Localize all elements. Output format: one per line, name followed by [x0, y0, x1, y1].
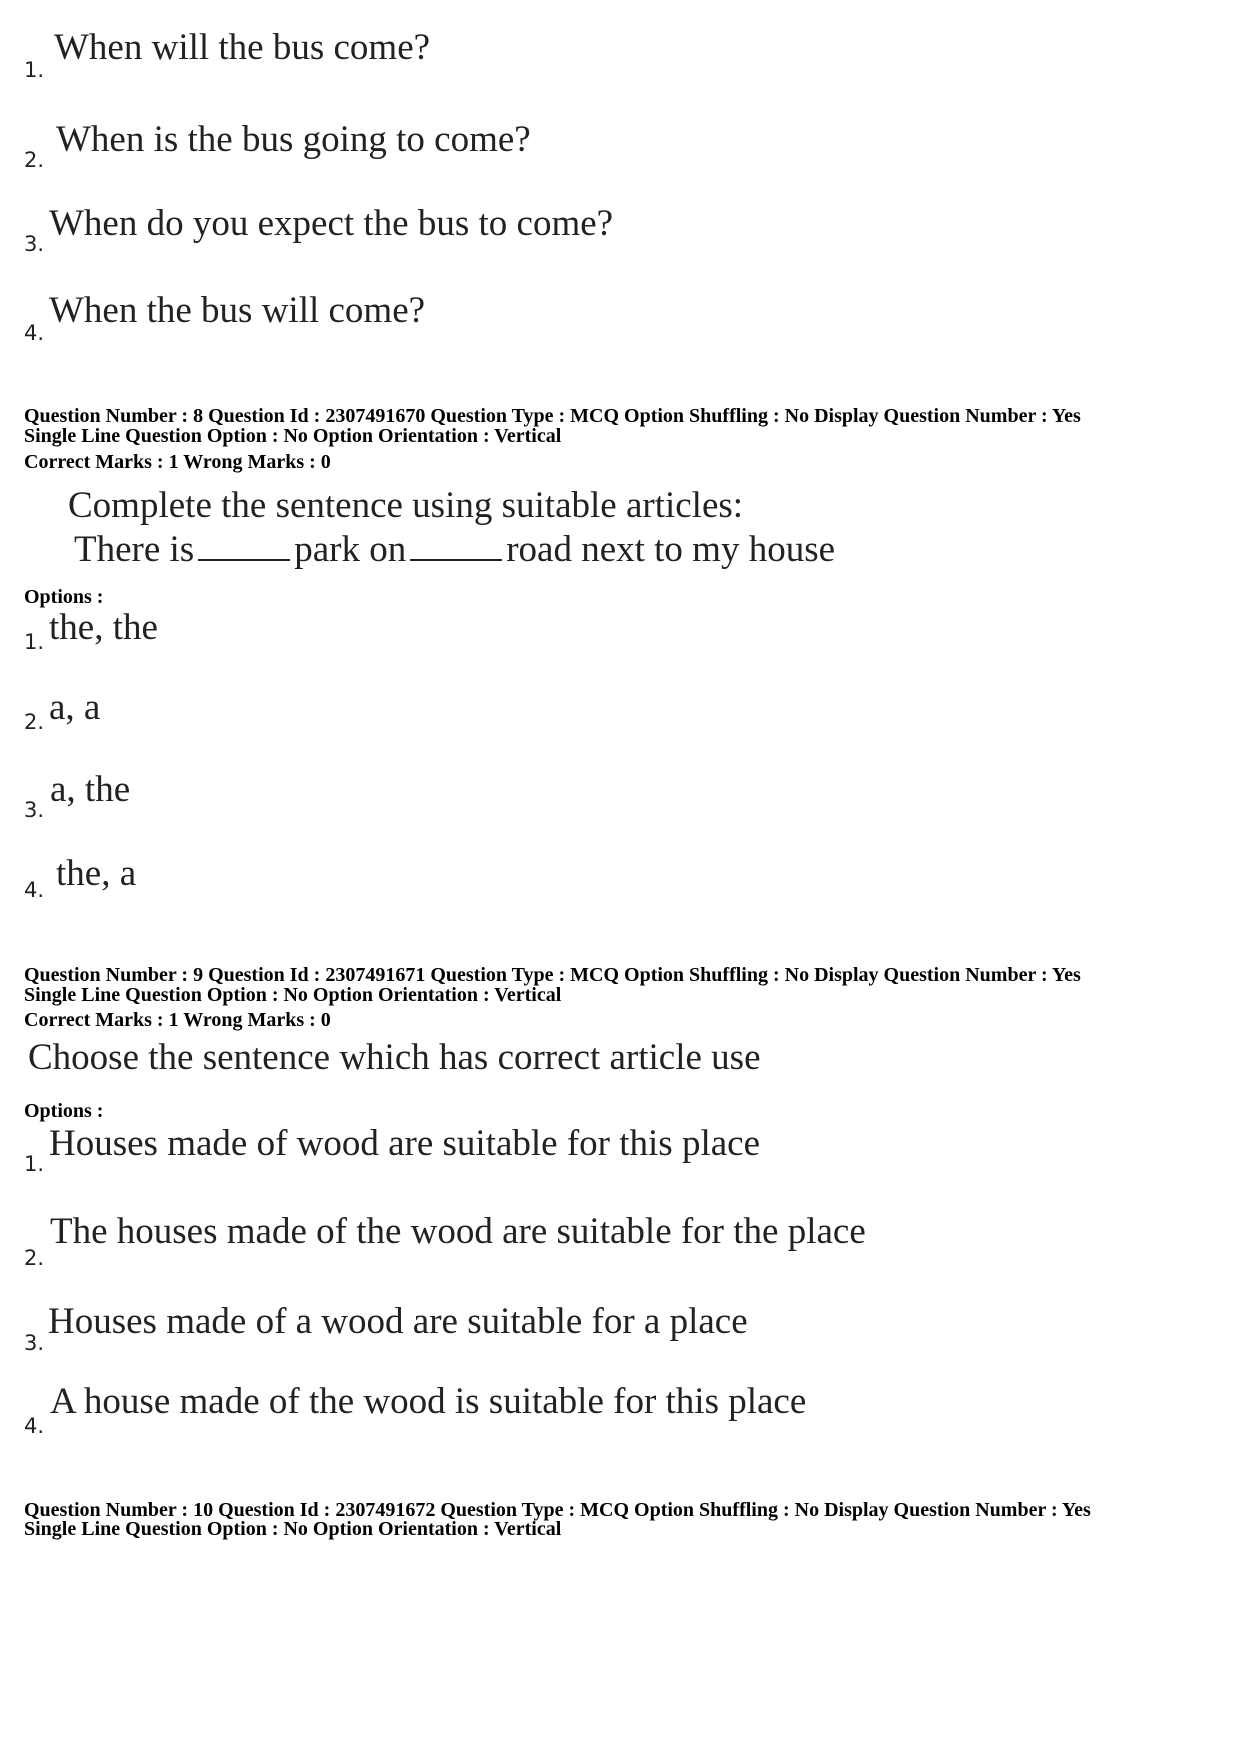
- option-text: the, the: [49, 607, 158, 648]
- option-number: 1.: [24, 58, 45, 82]
- q8-blank-2: [410, 529, 502, 561]
- option-text: Houses made of a wood are suitable for a place: [48, 1301, 748, 1342]
- option-number: 2.: [24, 710, 45, 734]
- option-number: 1.: [24, 630, 45, 654]
- q8-marks: Correct Marks : 1 Wrong Marks : 0: [24, 451, 331, 473]
- option-text: the, a: [56, 853, 137, 894]
- option-number: 2.: [24, 148, 45, 172]
- option-text: When is the bus going to come?: [56, 119, 531, 160]
- q8-sentence: [74, 528, 835, 571]
- option-number: 1.: [24, 1152, 45, 1176]
- q9-options-label: Options :: [24, 1100, 104, 1122]
- option-text: The houses made of the wood are suitable for the place: [50, 1211, 866, 1252]
- option-text: When the bus will come?: [49, 290, 426, 331]
- q9-marks: Correct Marks : 1 Wrong Marks : 0: [24, 1009, 331, 1031]
- q9-prompt: Choose the sentence which has correct article use: [28, 1037, 761, 1078]
- q8-sentence-part-c: road next to my house: [506, 529, 836, 570]
- option-number: 3.: [24, 798, 45, 822]
- option-number: 4.: [24, 321, 45, 345]
- option-text: a, the: [50, 769, 131, 810]
- q9-meta-line-2: Single Line Question Option : No Option Orientation : Vertical: [24, 984, 562, 1006]
- option-text: When do you expect the bus to come?: [49, 203, 614, 244]
- q10-meta-line-1: Question Number : 10 Question Id : 2307491672 Question Type : MCQ Option Shuffling : No Display Question Number : Yes: [24, 1499, 1091, 1521]
- option-text: A house made of the wood is suitable for this place: [50, 1381, 807, 1422]
- q8-blank-1: [198, 529, 290, 561]
- q9-meta-line-1: Question Number : 9 Question Id : 2307491671 Question Type : MCQ Option Shuffling : No Display Question Number : Yes: [24, 964, 1081, 986]
- option-text: Houses made of wood are suitable for this place: [49, 1123, 761, 1164]
- option-number: 4.: [24, 1414, 45, 1438]
- option-number: 3.: [24, 232, 45, 256]
- q8-sentence-part-a: There is: [74, 529, 195, 570]
- option-text: When will the bus come?: [54, 27, 431, 68]
- option-text: a, a: [49, 687, 101, 728]
- q10-meta-line-2: Single Line Question Option : No Option Orientation : Vertical: [24, 1518, 562, 1540]
- q8-sentence-part-b: park on: [294, 529, 407, 570]
- option-number: 4.: [24, 878, 45, 902]
- option-number: 3.: [24, 1331, 45, 1355]
- option-number: 2.: [24, 1246, 45, 1270]
- q8-prompt: Complete the sentence using suitable articles:: [68, 485, 744, 526]
- q8-meta-line-2: Single Line Question Option : No Option Orientation : Vertical: [24, 425, 562, 447]
- q8-meta-line-1: Question Number : 8 Question Id : 2307491670 Question Type : MCQ Option Shuffling : No Display Question Number : Yes: [24, 405, 1081, 427]
- q8-options-label: Options :: [24, 586, 104, 608]
